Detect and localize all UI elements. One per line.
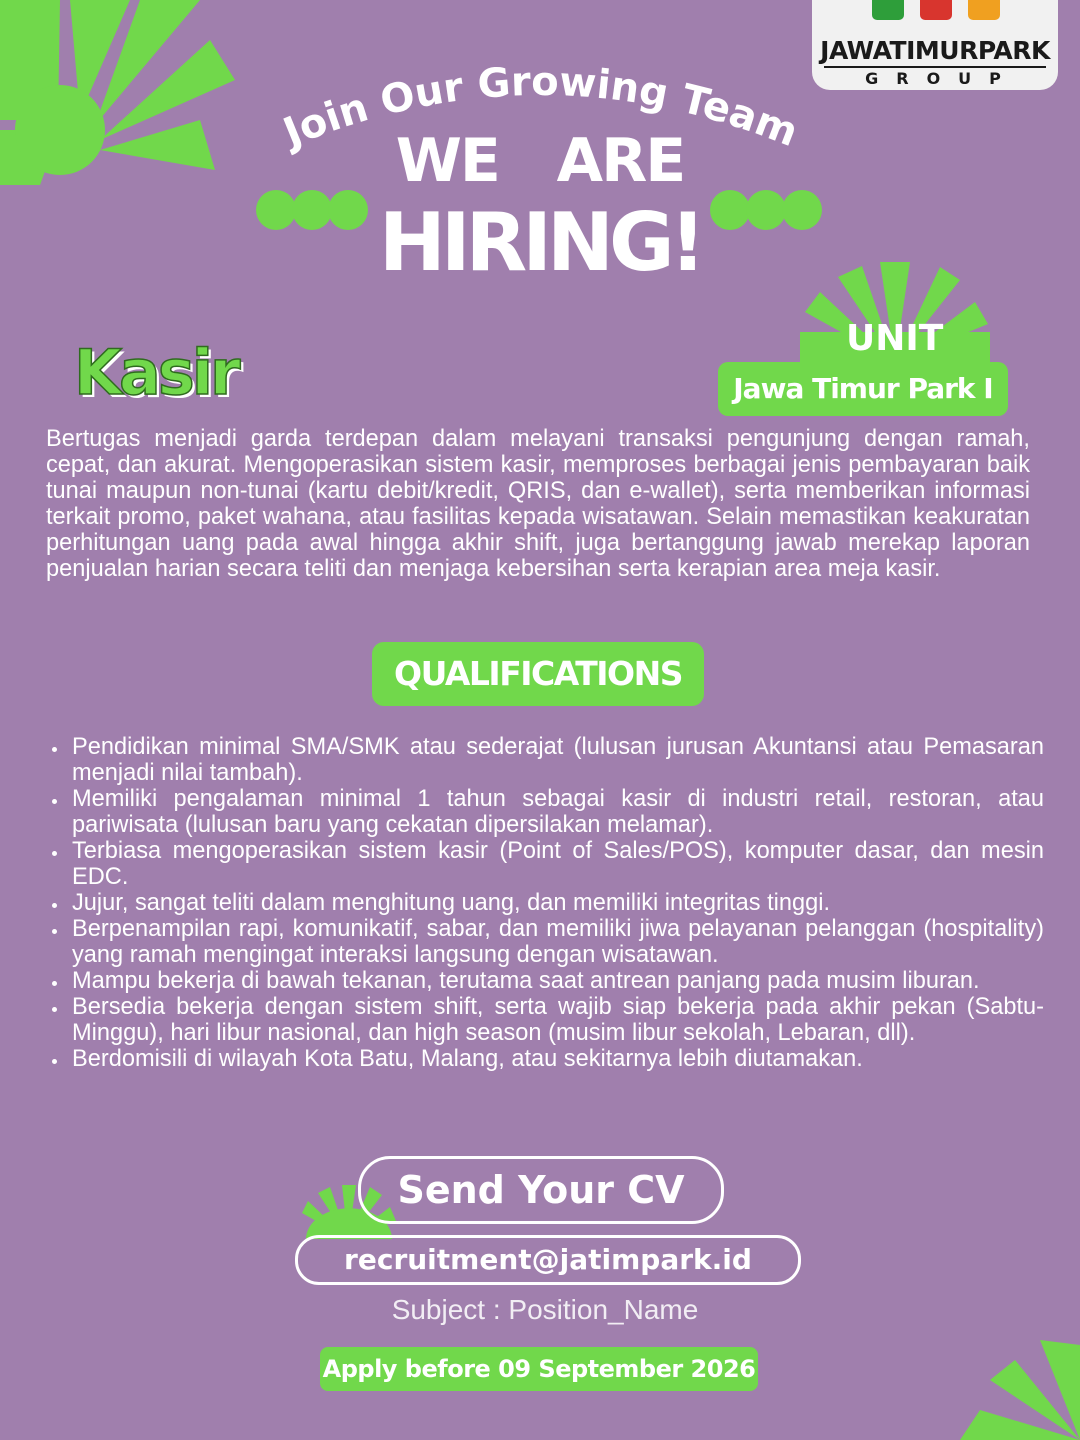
dots-decoration-left (256, 190, 364, 230)
list-item: Bersedia bekerja dengan sistem shift, serta wajib siap bekerja pada akhir pekan (Sabtu-Minggu), hari libur nasional, dan high season (musim libur sekolah, Lebaran, dll). (72, 994, 1044, 1046)
headline-we-are: WE ARE (395, 126, 685, 196)
email-subject-hint: Subject : Position_Name (391, 1294, 699, 1325)
logo-mark-green (872, 0, 904, 20)
qualifications-list (46, 734, 1044, 1072)
apply-deadline-badge: Apply before 09 September 2026 (320, 1347, 758, 1391)
logo-name: JAWATIMURPARK (820, 36, 1050, 65)
logo-mark-red (920, 0, 952, 20)
recruitment-email-link[interactable]: recruitment@jatimpark.id (295, 1235, 801, 1285)
list-item: Berdomisili di wilayah Kota Batu, Malang, atau sekitarnya lebih diutamakan. (72, 1046, 1044, 1072)
unit-label: UNIT (846, 318, 944, 359)
logo-mark-group (872, 0, 1000, 20)
list-item: Jujur, sangat teliti dalam menghitung uang, dan memiliki integritas tinggi. (72, 890, 1044, 916)
list-item: Berpenampilan rapi, komunikatif, sabar, dan memiliki jiwa pelayanan pelanggan (hospitality) yang ramah mengingat interaksi langsung dengan wisatawan. (72, 916, 1044, 968)
tagline-text: Join Our Growing Team (277, 58, 805, 157)
job-title: Kasir (74, 336, 238, 409)
list-item: Terbiasa mengoperasikan sistem kasir (Point of Sales/POS), komputer dasar, dan mesin EDC. (72, 838, 1044, 890)
dots-decoration-right (710, 190, 818, 230)
qualifications-heading: QUALIFICATIONS (372, 642, 704, 706)
job-description: Bertugas menjadi garda terdepan dalam melayani transaksi pengunjung dengan ramah, cepat, dan akurat. Mengoperasikan sistem kasir, memproses berbagai jenis pembayaran baik tunai maupun non-tunai (kartu debit/kredit, QRIS, dan e-wallet), serta memberikan informasi terkait promo, paket wahana, atau fasilitas kepada wisatawan. Selain memastikan keakuratan perhitungan uang pada awal hingga akhir shift, juga bertanggung jawab merekap laporan penjualan harian secara teliti dan menjaga kebersihan serta kerapian area meja kasir. (46, 426, 1030, 582)
list-item: Pendidikan minimal SMA/SMK atau sederajat (lulusan jurusan Akuntansi atau Pemasaran menjadi nilai tambah). (72, 734, 1044, 786)
send-cv-button[interactable]: Send Your CV (358, 1156, 724, 1224)
company-logo (812, 0, 1058, 90)
list-item: Memiliki pengalaman minimal 1 tahun sebagai kasir di industri retail, restoran, atau pariwisata (lulusan baru yang cekatan dipersilakan melamar). (72, 786, 1044, 838)
list-item: Mampu bekerja di bawah tekanan, terutama saat antrean panjang pada musim liburan. (72, 968, 1044, 994)
starburst-decoration-bottom-right (960, 1340, 1080, 1440)
headline-hiring: HIRING! (378, 196, 702, 289)
logo-group-text: GROUP (865, 69, 1019, 88)
unit-name-badge: Jawa Timur Park I (718, 362, 1008, 416)
logo-mark-orange (968, 0, 1000, 20)
logo-divider (824, 66, 1046, 68)
